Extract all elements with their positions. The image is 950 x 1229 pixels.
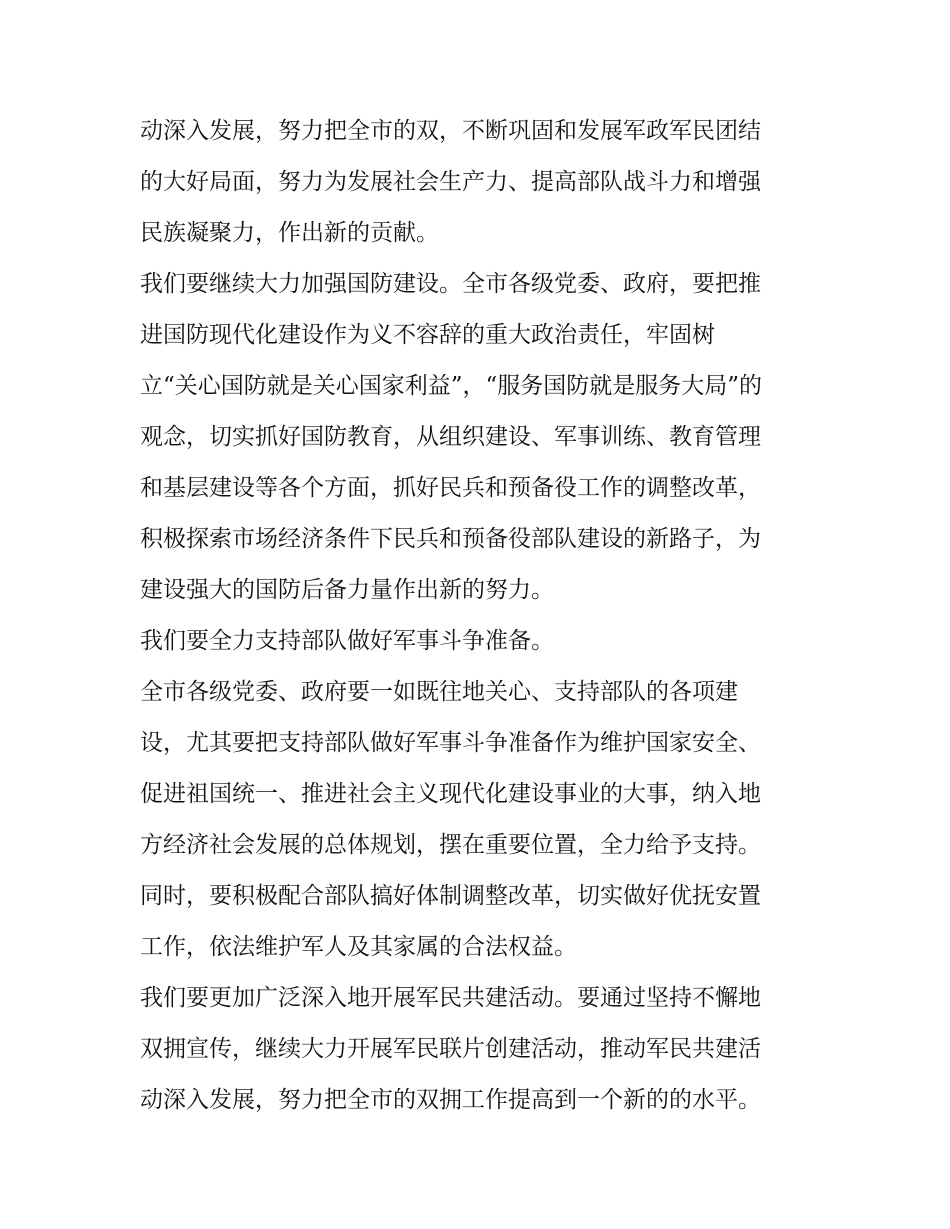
- text-line: 同时，要积极配合部队搞好体制调整改革，切实做好优抚安置: [140, 883, 761, 909]
- text-line: 我们要继续大力加强国防建设。全市各级党委、政府，要把推: [140, 271, 761, 297]
- text-line: 立“关心国防就是关心国家利益”，“服务国防就是服务大局”的: [140, 373, 763, 399]
- text-line: 动深入发展，努力把全市的双，不断巩固和发展军政军民团结: [140, 118, 761, 144]
- text-line: 设，尤其要把支持部队做好军事斗争准备作为维护国家安全、: [140, 730, 761, 756]
- body-text: [140, 106, 820, 1126]
- text-line: 全市各级党委、政府要一如既往地关心、支持部队的各项建: [140, 679, 738, 705]
- text-line: 动深入发展，努力把全市的双拥工作提高到一个新的的水平。: [140, 1087, 761, 1113]
- text-line: 建设强大的国防后备力量作出新的努力。: [140, 577, 554, 603]
- text-line: 进国防现代化建设作为义不容辞的重大政治责任，牢固树: [140, 322, 715, 348]
- text-line: 工作，依法维护军人及其家属的合法权益。: [140, 934, 577, 960]
- text-line: 积极探索市场经济条件下民兵和预备役部队建设的新路子，为: [140, 526, 761, 552]
- text-line: 我们要全力支持部队做好军事斗争准备。: [140, 628, 554, 654]
- text-line: 的大好局面，努力为发展社会生产力、提高部队战斗力和增强: [140, 169, 761, 195]
- text-line: 我们要更加广泛深入地开展军民共建活动。要通过坚持不懈地: [140, 985, 761, 1011]
- text-line: 和基层建设等各个方面，抓好民兵和预备役工作的调整改革，: [140, 475, 761, 501]
- text-line: 方经济社会发展的总体规划，摆在重要位置，全力给予支持。: [140, 832, 761, 858]
- text-line: 双拥宣传，继续大力开展军民联片创建活动，推动军民共建活: [140, 1036, 761, 1062]
- text-line: 促进祖国统一、推进社会主义现代化建设事业的大事，纳入地: [140, 781, 761, 807]
- text-line: 民族凝聚力，作出新的贡献。: [140, 220, 439, 246]
- text-line: 观念，切实抓好国防教育，从组织建设、军事训练、教育管理: [140, 424, 761, 450]
